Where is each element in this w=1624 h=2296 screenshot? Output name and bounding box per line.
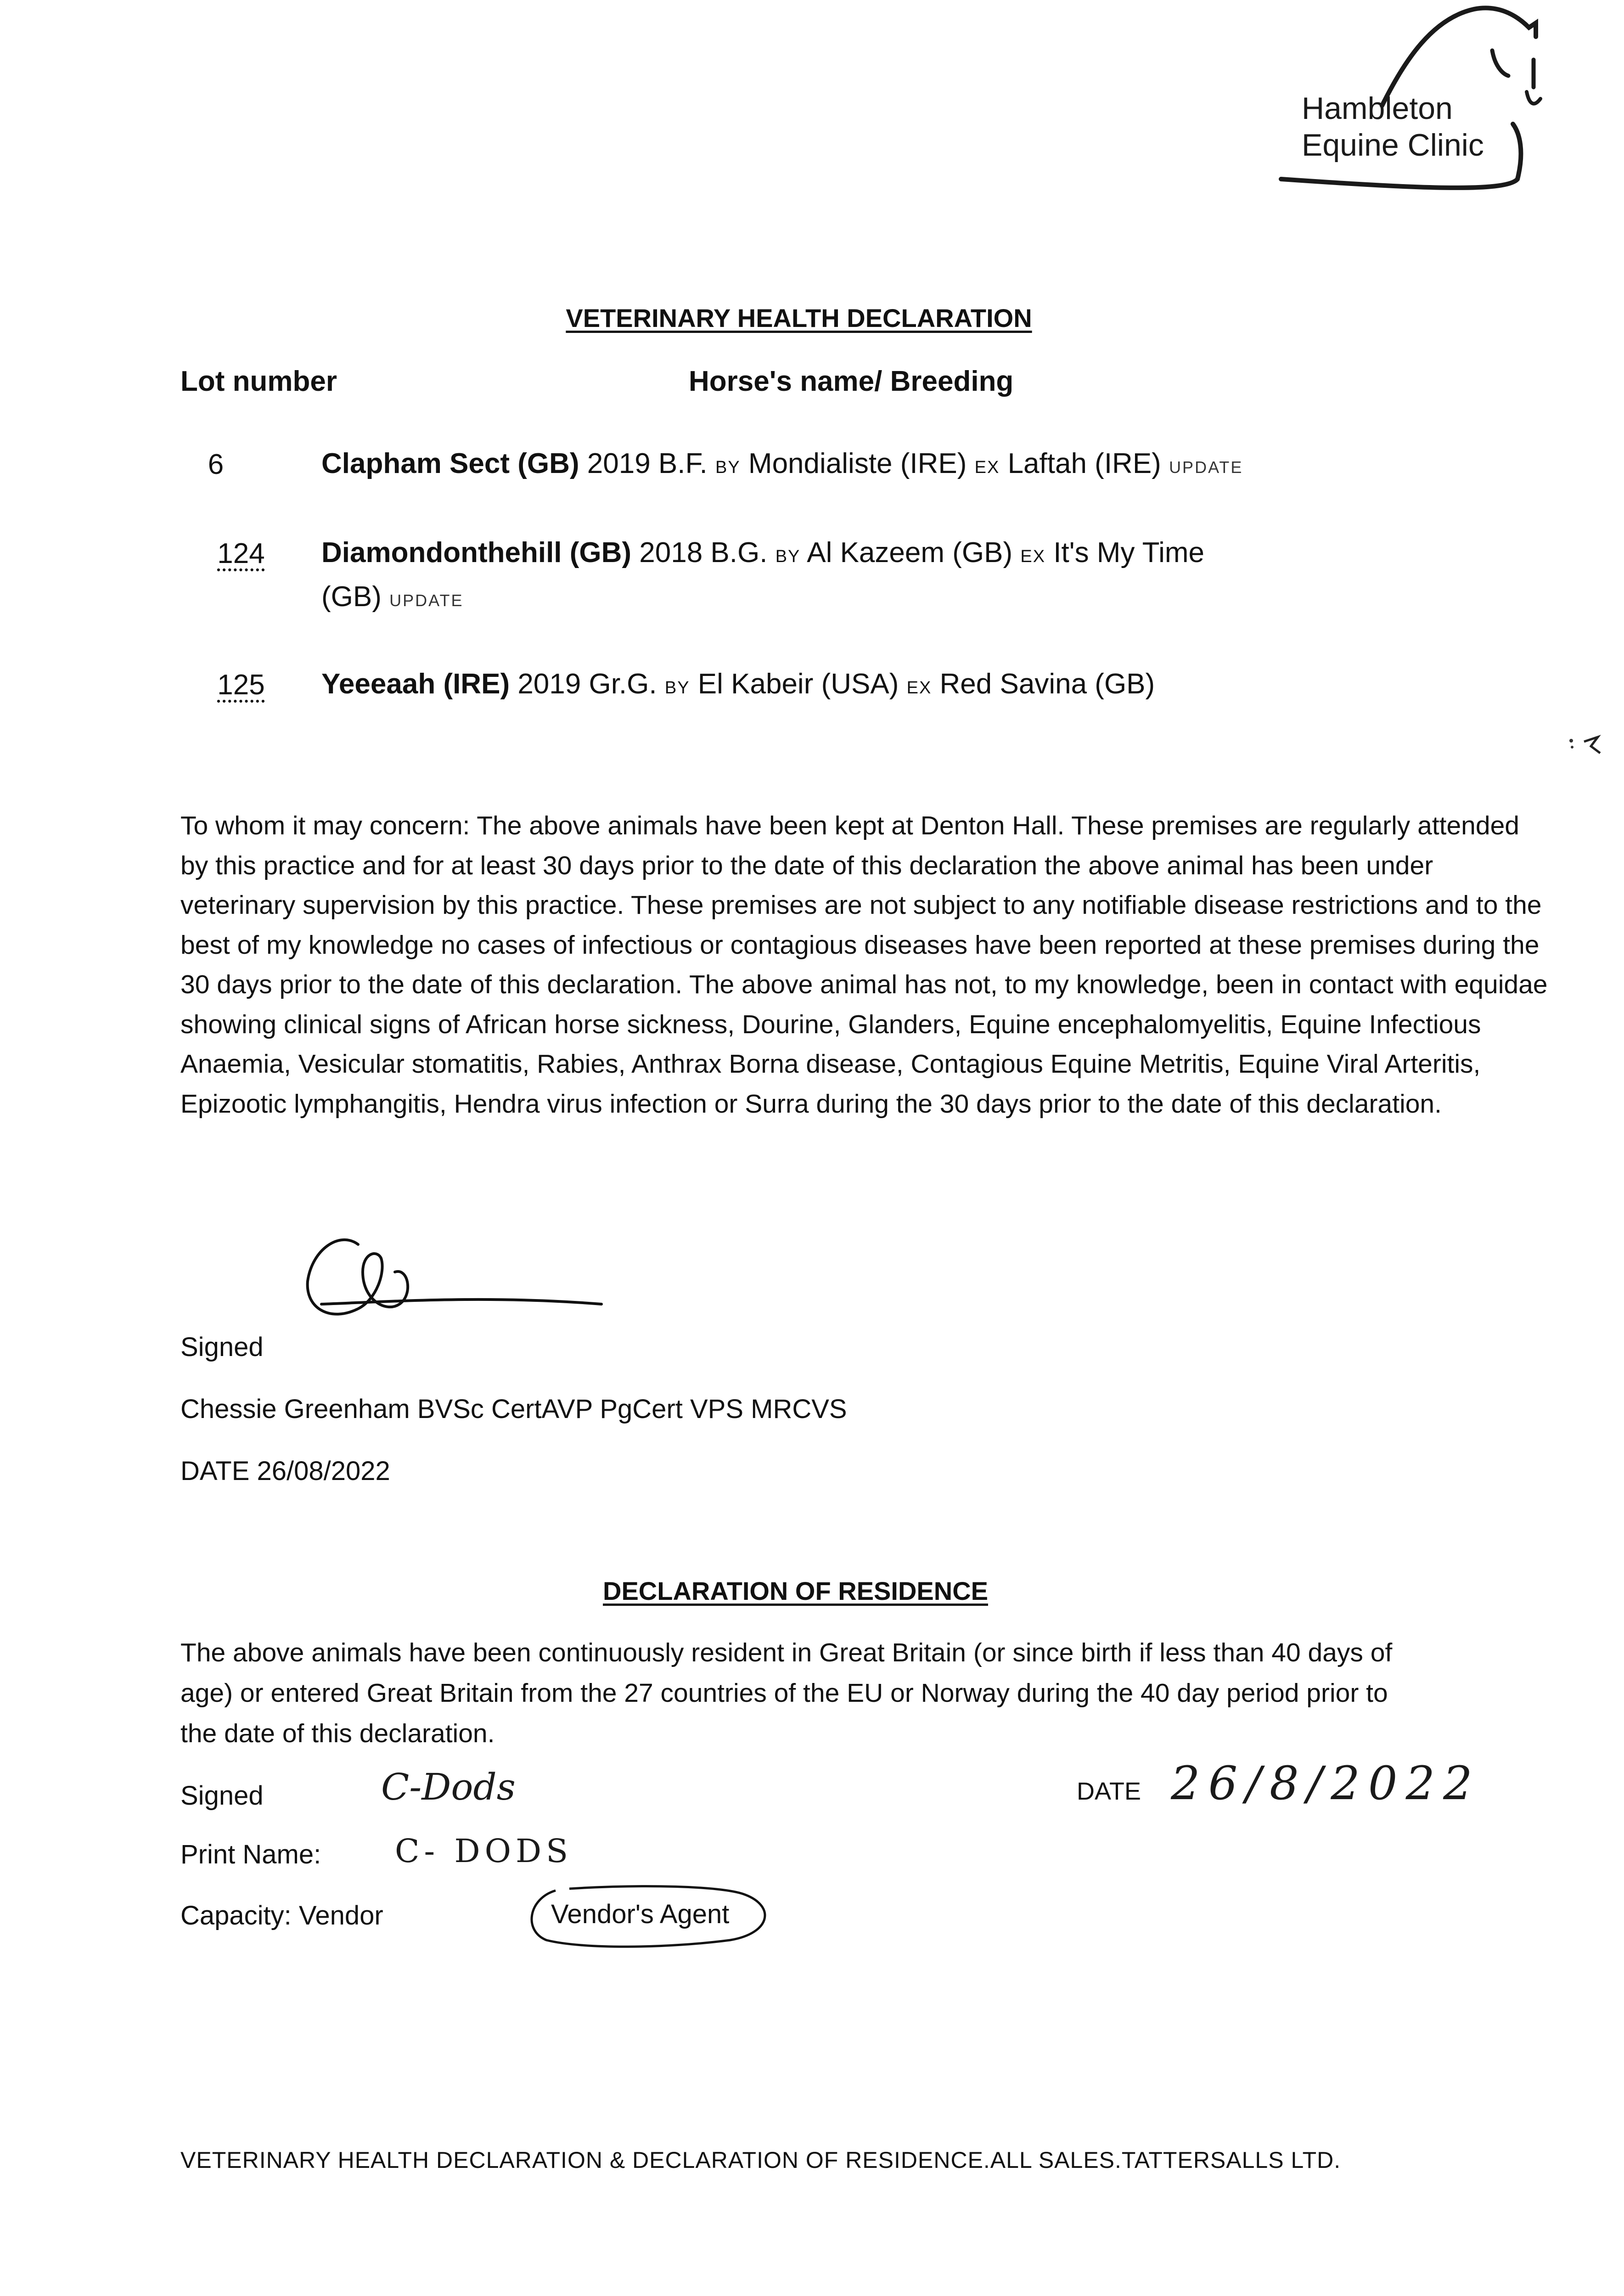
print-name-label: Print Name: [180,1840,321,1869]
update-note: UPDATE [389,591,464,610]
logo-line-2: Equine Clinic [1302,128,1484,163]
horse-dam: It's My Time (GB) [321,537,1205,613]
horse-year: 2019 Gr.G. [517,668,657,700]
update-note: UPDATE [1169,458,1243,477]
lot-number: 6 [208,449,224,480]
lot-entry [321,533,1221,621]
vet-signature [294,1221,615,1336]
residence-signature: C-Dods [381,1766,516,1808]
vet-declaration-title: VETERINARY HEALTH DECLARATION [566,304,1032,332]
residence-title: DECLARATION OF RESIDENCE [603,1576,988,1605]
residence-date-label: DATE [1077,1778,1141,1805]
horse-dam: Laftah (IRE) [1007,448,1161,479]
vet-statement: To whom it may concern: The above animals have been kept at Denton Hall. These premises are regularly attended by this practice and for at least 30 days prior to the date of this declaration the above animal has been under veterinary supervision by this practice. These premises are not subject to any notifiable disease restrictions and to the best of my knowledge no cases of infectious or contagious diseases have been reported at these premises during the 30 days prior to the date of this declaration. The above animal has not, to my knowledge, been in contact with equidae showing clinical signs of African horse sickness, Dourine, Glanders, Equine encephalomyelitis, Equine Infectious Anaemia, Vesicular stomatitis, Rabies, Anthrax Borna disease, Contagious Equine Metritis, Equine Viral Arteritis, Epizootic lymphangitis, Hendra virus infection or Surra during the 30 days prior to the date of this declaration. [180,811,1548,1119]
ex-label: EX [1020,547,1046,566]
footer-text: VETERINARY HEALTH DECLARATION & DECLARATION OF RESIDENCE.ALL SALES.TATTERSALLS LTD. [180,2147,1341,2173]
vet-name: Chessie Greenham BVSc CertAVP PgCert VPS MRCVS [180,1394,847,1424]
by-label: BY [664,678,690,698]
horse-sire: El Kabeir (USA) [697,668,899,700]
vet-signed-label: Signed [180,1332,264,1362]
col-header-lot: Lot number [180,366,337,397]
horse-year: 2018 B.G. [639,537,768,568]
horse-sire: Al Kazeem (GB) [807,537,1013,568]
capacity-option-vendors-agent [528,1880,785,1949]
capacity-label: Capacity: Vendor [180,1901,383,1930]
scan-mark [1566,732,1602,760]
horse-name: Clapham Sect (GB) [321,448,579,479]
horse-dam: Red Savina (GB) [939,668,1155,700]
by-label: BY [715,458,741,477]
col-header-horse: Horse's name/ Breeding [689,366,1014,397]
by-label: BY [775,547,801,566]
lot-number: 124 [217,538,265,569]
residence-date-value: 26/8/2022 [1171,1756,1481,1810]
horse-sire: Mondialiste (IRE) [748,448,967,479]
capacity-selected: Vendor's Agent [551,1899,730,1929]
ex-label: EX [906,678,932,698]
horse-year: 2019 B.F. [587,448,708,479]
print-name-value: C- DODS [395,1832,573,1870]
lot-entry [321,444,1400,488]
horse-name: Yeeeaah (IRE) [321,668,510,700]
clinic-logo [1276,0,1552,202]
lot-number: 125 [217,669,265,701]
ex-label: EX [974,458,1000,477]
residence-statement: The above animals have been continuously resident in Great Britain (or since birth if less than 40 days of age) or entered Great Britain from the 27 countries of the EU or Norway during the 40 day period prior to the date of this declaration. [180,1638,1393,1748]
vet-date: DATE 26/08/2022 [180,1456,390,1486]
horse-name: Diamondonthehill (GB) [321,537,632,568]
lot-entry [321,664,1400,708]
residence-signed-label: Signed [180,1781,264,1811]
logo-line-1: Hambleton [1302,91,1453,126]
